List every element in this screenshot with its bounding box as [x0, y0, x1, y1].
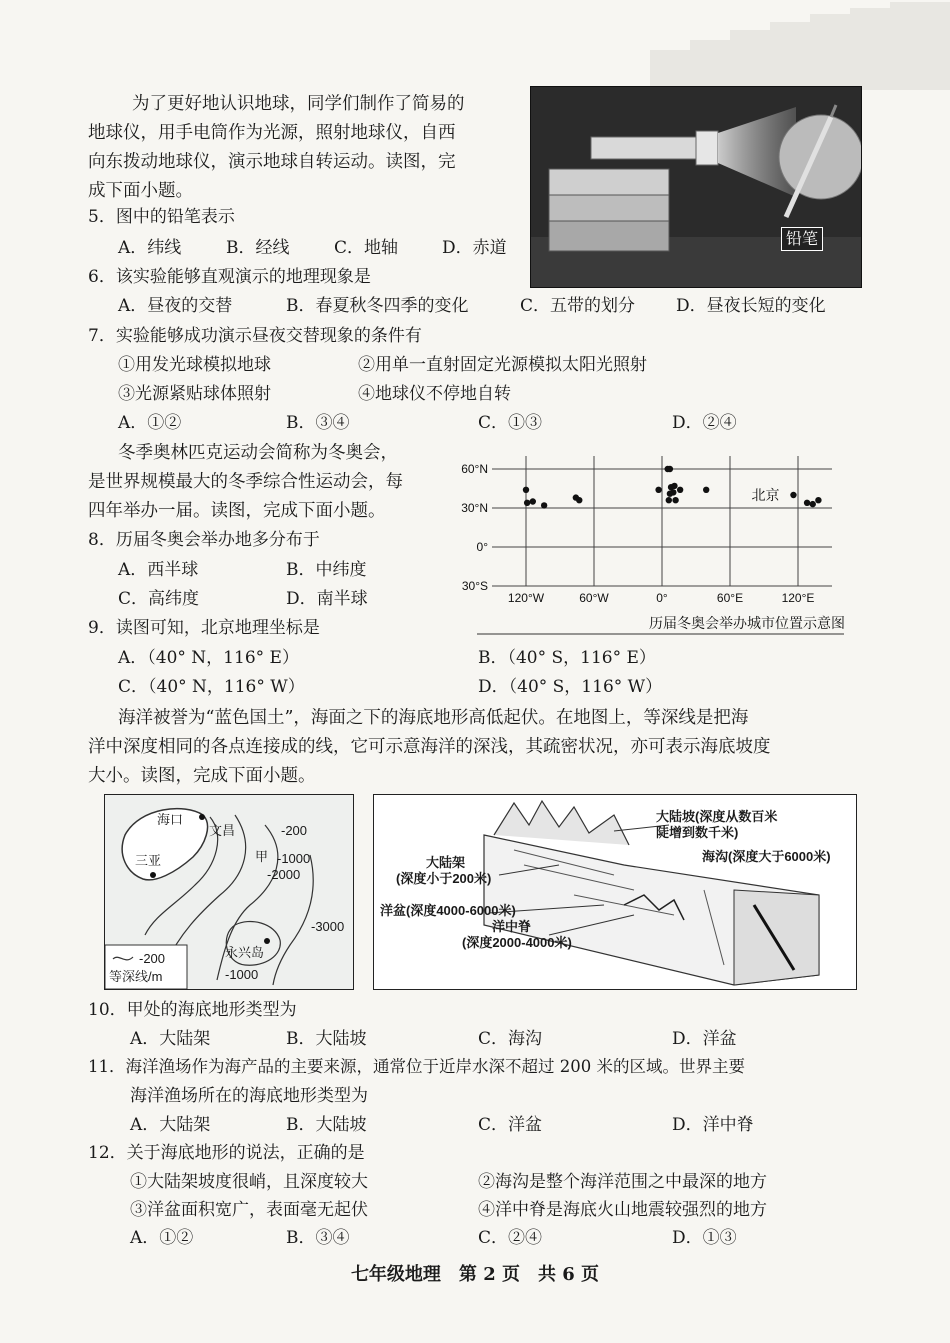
question-7-option[interactable]: D．②④: [672, 413, 737, 433]
host-city-point: [810, 501, 816, 507]
host-city-point: [576, 497, 582, 503]
question-7-option[interactable]: B．③④: [286, 413, 350, 433]
label-continental-shelf-sub: (深度小于200米): [396, 871, 492, 886]
question-9-option[interactable]: B．（40° S，116° E）: [478, 648, 656, 668]
intro2-line: 是世界规模最大的冬季综合性运动会，每: [88, 472, 403, 492]
intro1-line: 成下面小题。: [88, 181, 193, 201]
question-8-stem: 8．历届冬奥会举办地多分布于: [88, 530, 320, 550]
intro2-line: 四年举办一届。读图，完成下面小题。: [88, 501, 386, 521]
question-10-stem: 10．甲处的海底地形类型为: [88, 1000, 297, 1020]
host-city-point: [677, 487, 683, 493]
question-5-option[interactable]: B．经线: [226, 238, 290, 258]
olympic-map-svg: [452, 448, 844, 638]
map-caption: 历届冬奥会举办城市位置示意图: [649, 615, 844, 631]
intro3-line: 大小。读图，完成下面小题。: [88, 766, 316, 786]
question-11-stem-line2: 海洋渔场所在的海底地形类型为: [130, 1086, 368, 1106]
host-city-point: [530, 498, 536, 504]
label-ocean-basin: 洋盆(深度4000-6000米): [380, 903, 516, 918]
label-continental-shelf: 大陆架: [426, 855, 466, 870]
question-9-stem: 9．读图可知，北京地理坐标是: [88, 618, 320, 638]
place-label-jia: 甲: [255, 849, 269, 864]
question-7-option[interactable]: C．①③: [478, 413, 543, 433]
question-6-option[interactable]: A．昼夜的交替: [118, 296, 233, 316]
longitude-label: 120°E: [781, 591, 815, 605]
host-city-point: [790, 492, 796, 498]
question-6-option[interactable]: B．春夏秋冬四季的变化: [286, 296, 469, 316]
question-12-option[interactable]: A．①②: [130, 1228, 194, 1248]
pencil-label: 铅笔: [781, 227, 823, 251]
question-10-option[interactable]: B．大陆坡: [286, 1029, 367, 1049]
place-label-haikou: 海口: [157, 812, 184, 827]
latitude-label: 0°: [476, 540, 488, 554]
intro3-line: 海洋被誉为“蓝色国土”，海面之下的海底地形高低起伏。在地图上，等深线是把海: [118, 708, 749, 728]
label-mid-ocean-ridge: 洋中脊: [492, 919, 532, 934]
host-city-point: [804, 500, 810, 506]
question-12-stem: 12．关于海底地形的说法，正确的是: [88, 1143, 365, 1163]
question-8-option[interactable]: B．中纬度: [286, 560, 367, 580]
question-7-stem: 7．实验能够成功演示昼夜交替现象的条件有: [88, 326, 422, 346]
question-7-item: ③光源紧贴球体照射: [118, 384, 271, 404]
question-7-item: ①用发光球模拟地球: [118, 355, 271, 375]
depth-label: -1000: [225, 967, 259, 982]
question-11-option[interactable]: C．洋盆: [478, 1115, 543, 1135]
legend-label: 等深线/m: [109, 969, 163, 984]
question-8-option[interactable]: A．西半球: [118, 560, 199, 580]
question-12-item: ④洋中脊是海底火山地震较强烈的地方: [478, 1200, 767, 1220]
globe-experiment-photo: [530, 86, 862, 288]
question-11-stem-line1: 11．海洋渔场作为海产品的主要来源，通常位于近岸水深不超过 200 米的区域。世界主要: [88, 1057, 745, 1076]
question-9-option[interactable]: A．（40° N，116° E）: [118, 648, 299, 668]
legend-value: -200: [139, 951, 166, 966]
intro3-line: 洋中深度相同的各点连接成的线，它可示意海洋的深浅，其疏密状况，亦可表示海底坡度: [88, 737, 771, 757]
intro1-line: 地球仪，用手电筒作为光源，照射地球仪，自西: [88, 123, 456, 143]
longitude-label: 120°W: [507, 591, 545, 605]
question-8-option[interactable]: C．高纬度: [118, 589, 200, 609]
question-7-item: ④地球仪不停地自转: [358, 384, 511, 404]
hainan-bathymetry-map: [104, 794, 354, 990]
place-label-yongxing: 永兴岛: [225, 945, 265, 960]
question-7-option[interactable]: A．①②: [118, 413, 182, 433]
question-11-option[interactable]: A．大陆架: [130, 1115, 211, 1135]
intro1-line: 向东拨动地球仪，演示地球自转运动。读图，完: [88, 152, 456, 172]
question-11-option[interactable]: D．洋中脊: [672, 1115, 754, 1135]
place-label-sanya: 三亚: [135, 853, 162, 868]
seafloor-block-diagram: [373, 794, 857, 990]
question-11-option[interactable]: B．大陆坡: [286, 1115, 367, 1135]
intro2-line: 冬季奥林匹克运动会简称为冬奥会，: [118, 443, 398, 463]
place-label-wenchang: 文昌: [209, 823, 236, 838]
latitude-label: 30°N: [461, 501, 488, 515]
question-12-option[interactable]: B．③④: [286, 1228, 350, 1248]
question-12-option[interactable]: C．②④: [478, 1228, 543, 1248]
host-city-point: [815, 497, 821, 503]
host-city-point: [671, 483, 677, 489]
question-10-option[interactable]: C．海沟: [478, 1029, 543, 1049]
host-city-point: [655, 487, 661, 493]
question-12-option[interactable]: D．①③: [672, 1228, 737, 1248]
question-12-item: ①大陆架坡度很峭，且深度较大: [130, 1172, 368, 1192]
page-corner-decoration: [650, 0, 950, 90]
longitude-label: 0°: [656, 591, 668, 605]
question-5-option[interactable]: D．赤道: [442, 238, 507, 258]
seafloor-drawing: [374, 795, 856, 989]
host-city-point: [541, 502, 547, 508]
question-6-option[interactable]: D．昼夜长短的变化: [676, 296, 826, 316]
host-city-point: [523, 487, 529, 493]
host-city-point: [703, 487, 709, 493]
question-5-stem: 5．图中的铅笔表示: [88, 207, 235, 227]
question-5-option[interactable]: A．纬线: [118, 238, 182, 258]
question-12-item: ③洋盆面积宽广，表面毫无起伏: [130, 1200, 368, 1220]
label-continental-slope-sub: 陡增到数千米): [656, 825, 739, 840]
longitude-label: 60°W: [579, 591, 609, 605]
question-10-option[interactable]: A．大陆架: [130, 1029, 211, 1049]
question-10-option[interactable]: D．洋盆: [672, 1029, 737, 1049]
label-continental-slope: 大陆坡(深度从数百米: [656, 809, 778, 824]
question-6-stem: 6．该实验能够直观演示的地理现象是: [88, 267, 371, 287]
depth-label: -200: [281, 823, 308, 838]
question-9-option[interactable]: C．（40° N，116° W）: [118, 677, 305, 697]
host-city-point: [667, 466, 673, 472]
latitude-label: 60°N: [461, 462, 488, 476]
question-7-item: ②用单一直射固定光源模拟太阳光照射: [358, 355, 647, 375]
latitude-label: 30°S: [461, 579, 488, 593]
question-6-option[interactable]: C．五带的划分: [520, 296, 636, 316]
olympic-cities-map: [452, 448, 844, 638]
page-footer: 七年级地理 第 2 页 共 6 页: [350, 1264, 600, 1285]
beijing-label: 北京: [751, 487, 780, 503]
longitude-label: 60°E: [716, 591, 744, 605]
depth-label: -1000: [277, 851, 311, 866]
question-12-item: ②海沟是整个海洋范围之中最深的地方: [478, 1172, 767, 1192]
host-city-point: [666, 497, 672, 503]
host-city-point: [524, 500, 530, 506]
depth-label: -2000: [267, 867, 301, 882]
intro1-line: 为了更好地认识地球，同学们制作了简易的: [132, 94, 465, 114]
question-9-option[interactable]: D．（40° S，116° W）: [478, 677, 663, 697]
label-mid-ocean-ridge-sub: (深度2000-4000米): [462, 935, 572, 950]
question-5-option[interactable]: C．地轴: [334, 238, 399, 258]
host-city-point: [672, 497, 678, 503]
question-8-option[interactable]: D．南半球: [286, 589, 368, 609]
host-city-point: [667, 491, 673, 497]
label-ocean-trench: 海沟(深度大于6000米): [702, 849, 831, 864]
globe-photo-drawing: [531, 87, 861, 287]
depth-label: -3000: [311, 919, 345, 934]
